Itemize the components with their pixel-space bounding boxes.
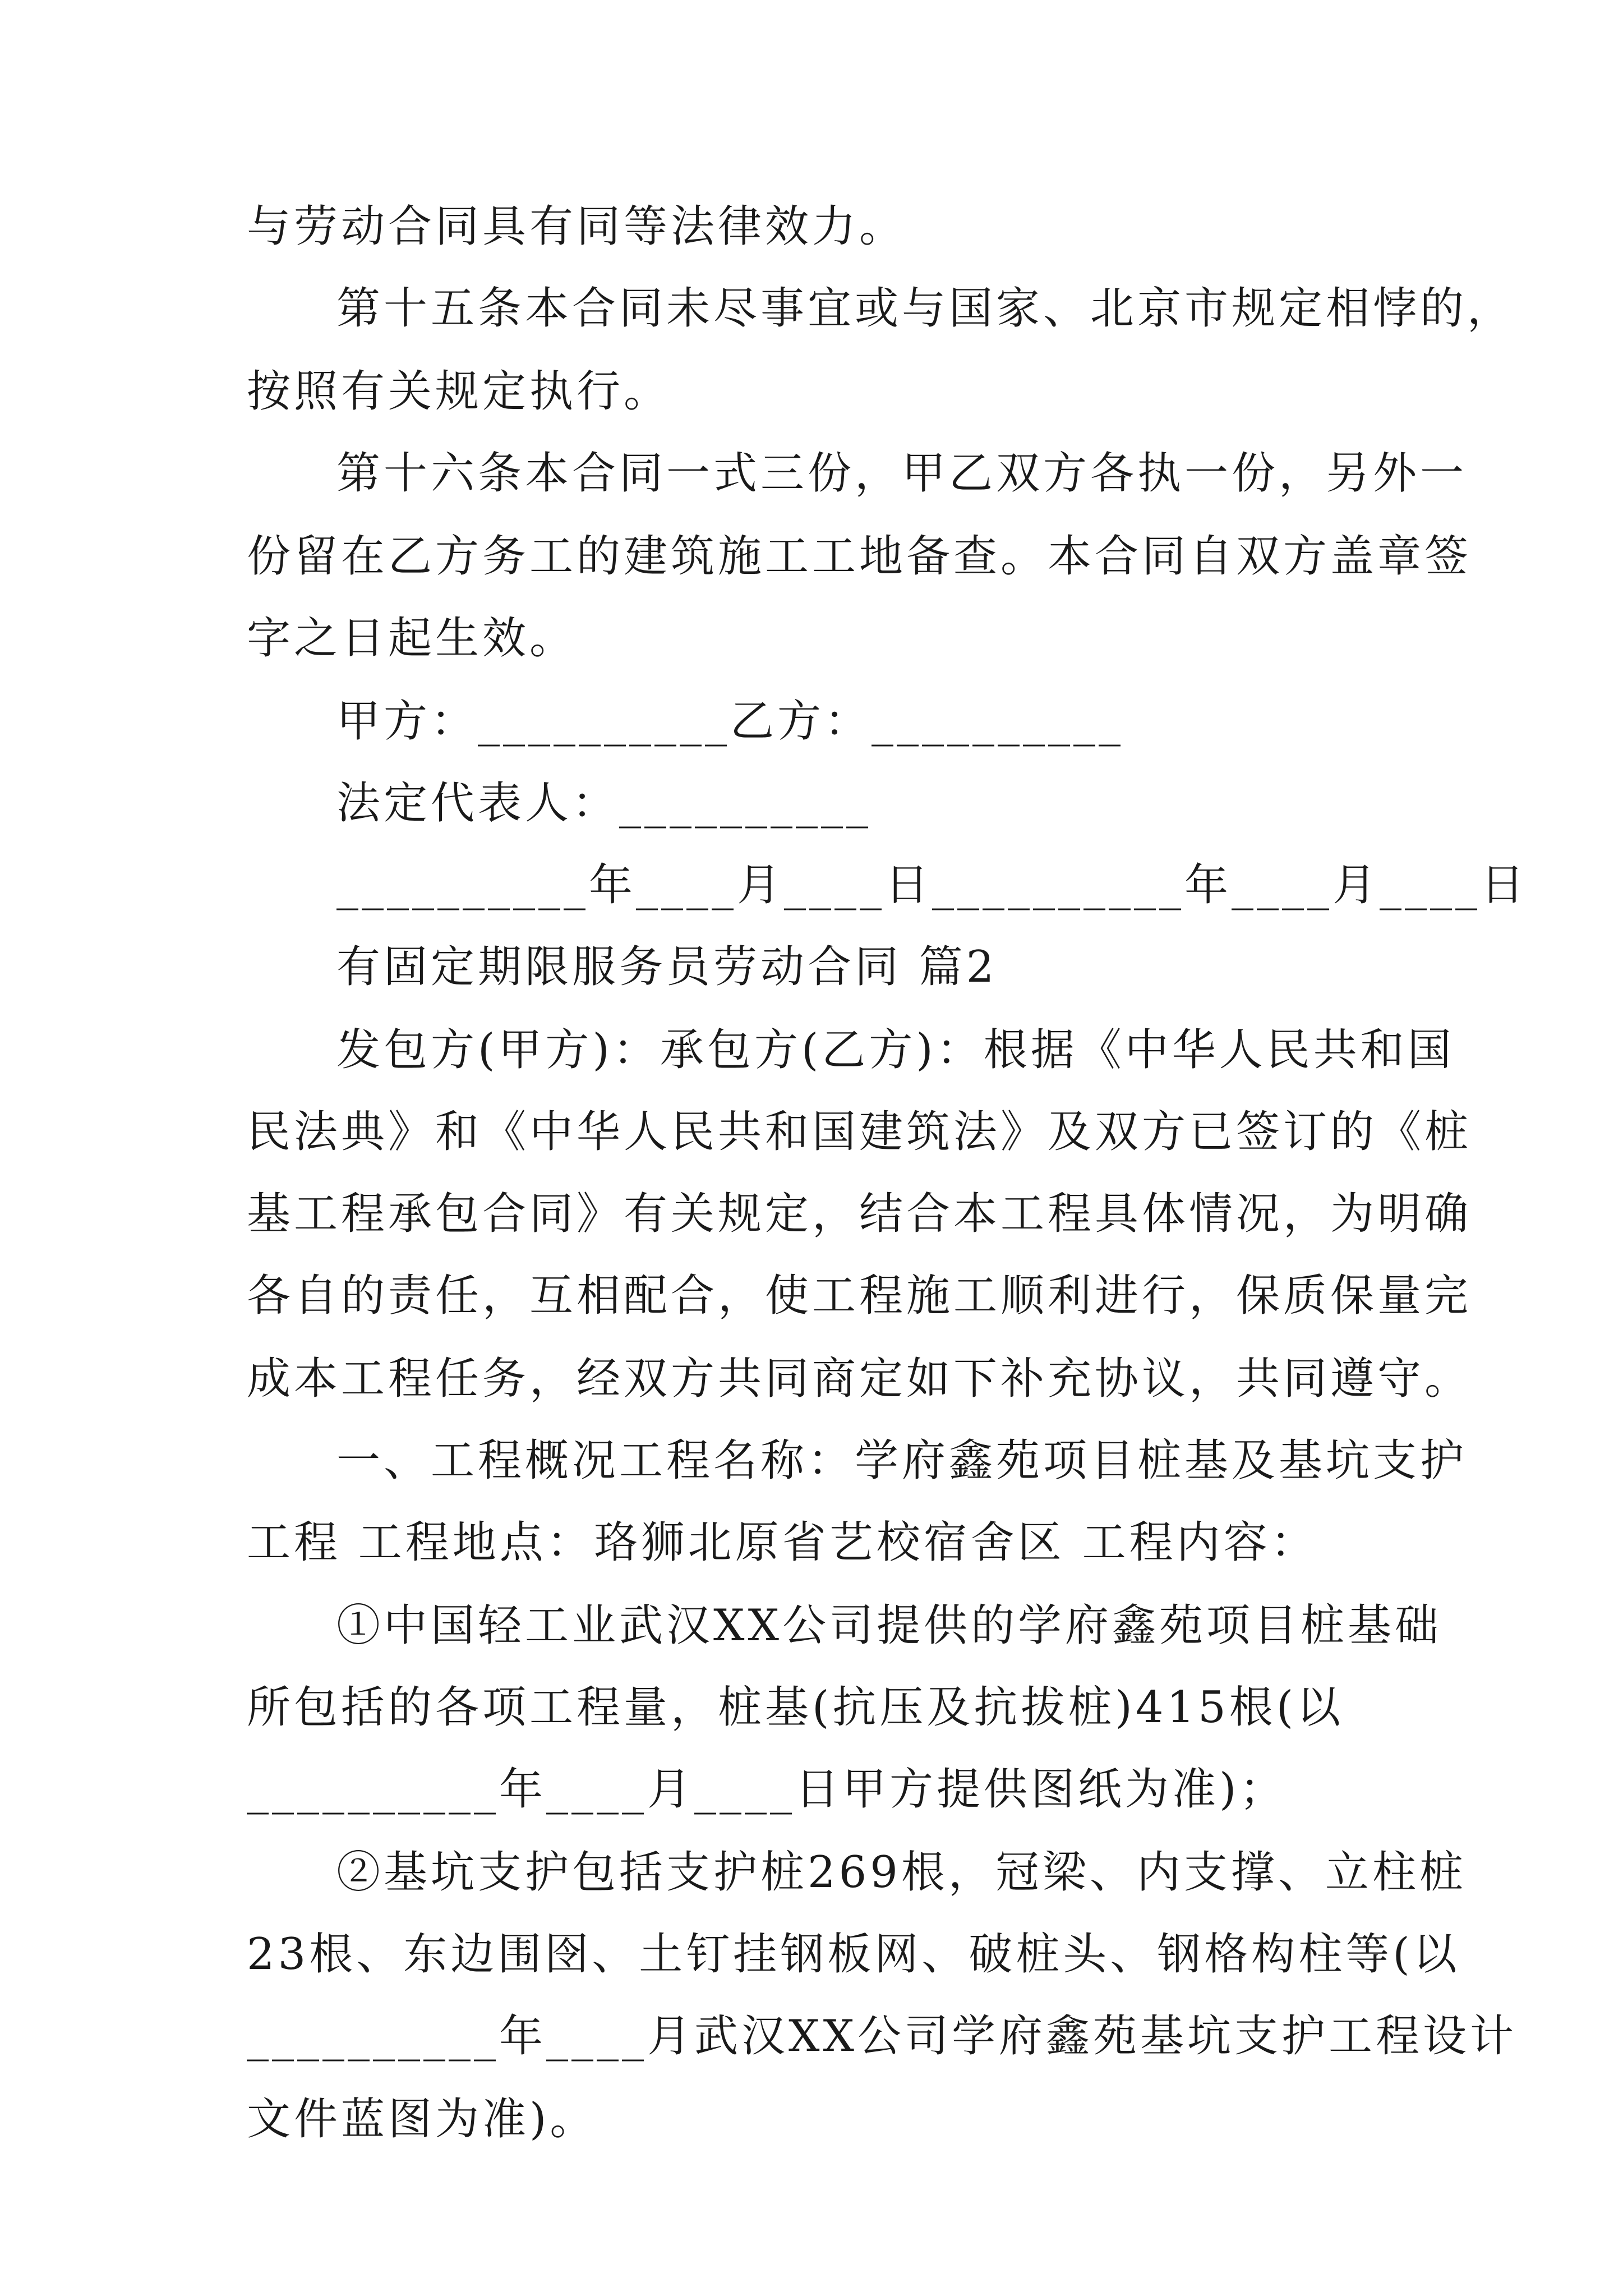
item-1-line-2: 所包括的各项工程量，桩基(抗压及抗拔桩)415根(以 <box>247 1682 1344 1733</box>
preamble-line-4: 各自的责任，互相配合，使工程施工顺利进行，保质保量完 <box>247 1271 1472 1321</box>
clause-15-line-2: 按照有关规定执行。 <box>247 366 671 417</box>
signature-party-line: 甲方：__________乙方：__________ <box>336 696 1124 747</box>
item-2-line-2: 23根、东边围囹、土钉挂钢板网、破桩头、钢格构柱等(以 <box>247 1929 1460 1980</box>
clause-16-line-1: 第十六条本合同一式三份，甲乙双方各执一份，另外一 <box>336 448 1468 499</box>
preamble-line-2: 民法典》和《中华人民共和国建筑法》及双方已签订的《桩 <box>247 1107 1472 1157</box>
signature-date-line: __________年____月____日__________年____月____日 <box>336 860 1528 910</box>
preamble-line-3: 基工程承包合同》有关规定，结合本工程具体情况，为明确 <box>247 1189 1472 1239</box>
item-2-line-3: __________年____月武汉XX公司学府鑫苑基坑支护工程设计 <box>247 2011 1518 2062</box>
clause-16-line-3: 字之日起生效。 <box>247 613 577 664</box>
preamble-line-5: 成本工程任务，经双方共同商定如下补充协议，共同遵守。 <box>247 1354 1472 1404</box>
item-2-line-4: 文件蓝图为准)。 <box>247 2094 597 2145</box>
project-overview-line-1: 一、工程概况工程名称：学府鑫苑项目桩基及基坑支护 <box>336 1435 1468 1486</box>
preamble-line-1: 发包方(甲方)：承包方(乙方)：根据《中华人民共和国 <box>336 1025 1455 1075</box>
project-overview-line-2: 工程 工程地点：珞狮北原省艺校宿舍区 工程内容： <box>247 1517 1318 1568</box>
legal-representative-line: 法定代表人：__________ <box>336 778 872 829</box>
section-title: 有固定期限服务员劳动合同 篇2 <box>336 942 998 992</box>
item-2-line-1: ②基坑支护包括支护桩269根，冠梁、内支撑、立柱桩 <box>336 1847 1467 1898</box>
clause-16-line-2: 份留在乙方务工的建筑施工工地备查。本合同自双方盖章签 <box>247 531 1472 582</box>
text-line-continuation: 与劳动合同具有同等法律效力。 <box>247 201 907 252</box>
item-1-line-1: ①中国轻工业武汉XX公司提供的学府鑫苑项目桩基础 <box>336 1600 1442 1651</box>
clause-15-line-1: 第十五条本合同未尽事宜或与国家、北京市规定相悖的， <box>336 283 1515 334</box>
item-1-line-3: __________年____月____日甲方提供图纸为准)； <box>247 1764 1287 1815</box>
